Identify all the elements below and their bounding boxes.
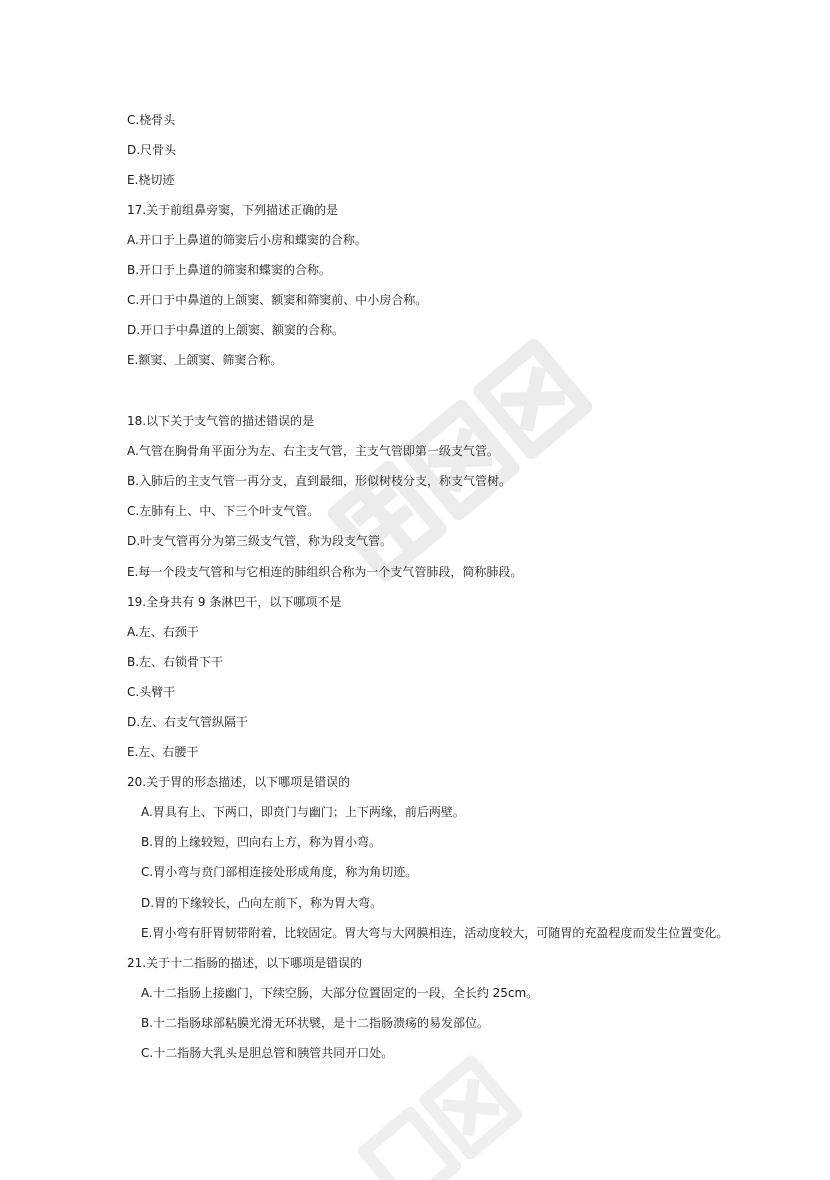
option-19c: C.头臂干: [127, 685, 176, 699]
option-19b: B.左、右锁骨下干: [127, 655, 224, 669]
option-17d: D.开口于中鼻道的上颌窦、额窦的合称。: [127, 323, 345, 337]
question-20: 20.关于胃的形态描述，以下哪项是错误的: [127, 775, 351, 789]
option-16e: E.桡切迹: [127, 173, 175, 187]
option-20b: B.胃的上缘较短，凹向右上方，称为胃小弯。: [141, 835, 382, 849]
option-18a: A.气管在胸骨角平面分为左、右主支气管，主支气管即第一级支气管。: [127, 444, 499, 458]
question-19: 19.全身共有 9 条淋巴干，以下哪项不是: [127, 595, 342, 609]
watermark-logo-bottom: [330, 1020, 590, 1180]
option-19d: D.左、右支气管纵隔干: [127, 715, 249, 729]
option-19e: E.左、右腰干: [127, 745, 199, 759]
option-20c: C.胃小弯与贲门部相连接处形成角度，称为角切迹。: [141, 865, 418, 879]
question-18: 18.以下关于支气管的描述错误的是: [127, 414, 315, 428]
option-17a: A.开口于上鼻道的筛窦后小房和蝶窦的合称。: [127, 233, 367, 247]
option-18c: C.左肺有上、中、下三个叶支气管。: [127, 504, 320, 518]
option-16d: D.尺骨头: [127, 143, 177, 157]
question-17: 17.关于前组鼻旁窦，下列描述正确的是: [127, 203, 339, 217]
option-17e: E.额窦、上颌窦、筛窦合称。: [127, 353, 283, 367]
option-16c: C.桡骨头: [127, 113, 176, 127]
option-18d: D.叶支气管再分为第三级支气管，称为段支气管。: [127, 534, 393, 548]
option-20e: E.胃小弯有肝胃韧带附着，比较固定。胃大弯与大网膜相连，活动度较大，可随胃的充盈程度而发生位置变化。: [141, 926, 729, 940]
option-18e: E.每一个段支气管和与它相连的肺组织合称为一个支气管肺段，简称肺段。: [127, 565, 523, 579]
option-17c: C.开口于中鼻道的上颌窦、额窦和筛窦前、中小房合称。: [127, 293, 428, 307]
option-21a: A.十二指肠上接幽门，下续空肠，大部分位置固定的一段，全长约 25cm。: [141, 986, 539, 1000]
option-21b: B.十二指肠球部粘膜光滑无环状襞，是十二指肠溃疡的易发部位。: [141, 1016, 490, 1030]
option-18b: B.入肺后的主支气管一再分支，直到最细，形似树枝分支，称支气管树。: [127, 474, 512, 488]
option-20d: D.胃的下缘较长，凸向左前下，称为胃大弯。: [141, 896, 383, 910]
question-21: 21.关于十二指肠的描述，以下哪项是错误的: [127, 956, 363, 970]
option-20a: A.胃具有上、下两口，即贲门与幽门；上下两缘，前后两壁。: [141, 805, 465, 819]
option-19a: A.左、右颈干: [127, 625, 199, 639]
option-17b: B.开口于上鼻道的筛窦和蝶窦的合称。: [127, 263, 332, 277]
option-21c: C.十二指肠大乳头是胆总管和胰管共同开口处。: [141, 1046, 394, 1060]
